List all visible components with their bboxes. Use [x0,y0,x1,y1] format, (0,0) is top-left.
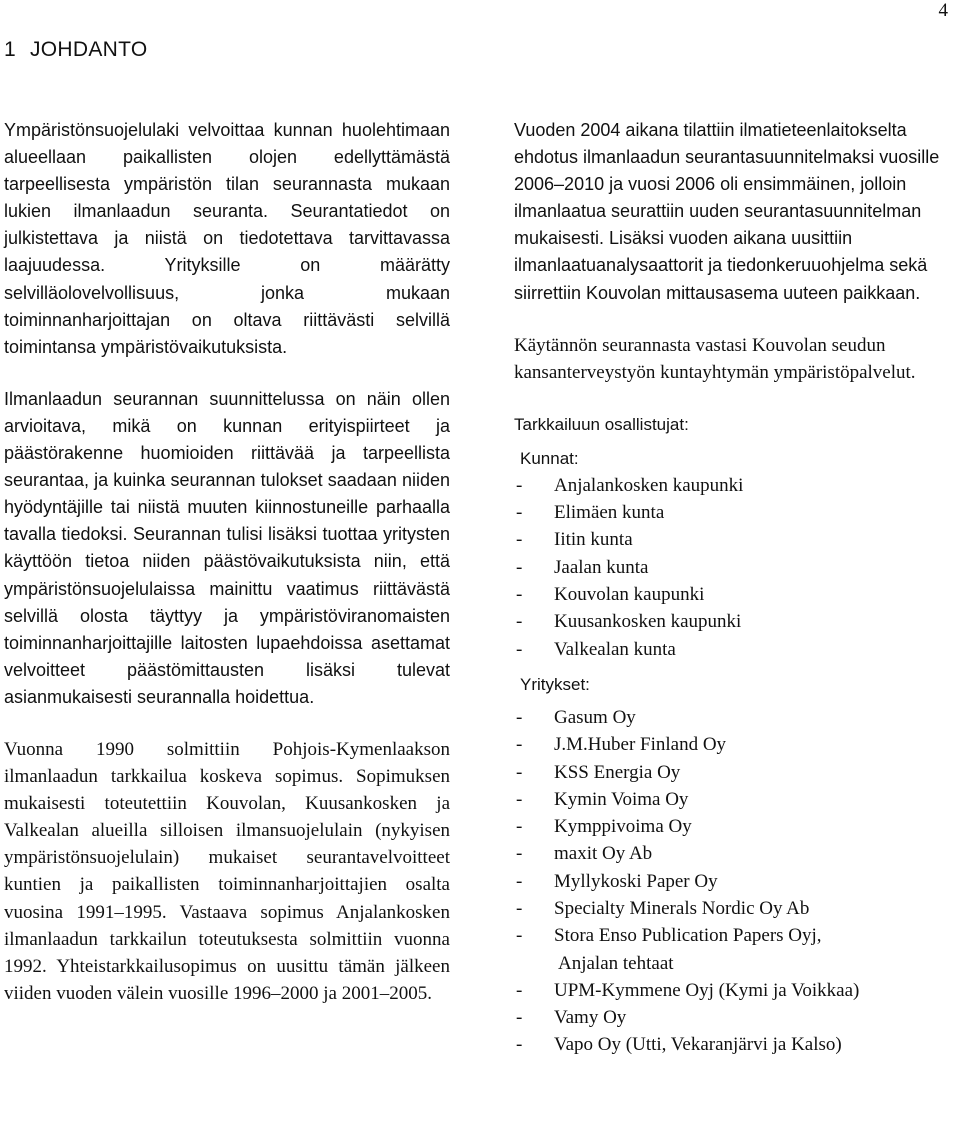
list-item: - Vamy Oy [514,1004,960,1031]
list-item: - KSS Energia Oy [514,759,960,786]
list-item: - Vapo Oy (Utti, Vekaranjärvi ja Kalso) [514,1031,960,1058]
list-item: - Gasum Oy [514,704,960,731]
list-item: - Anjalankosken kaupunki [514,472,960,499]
list-item-continuation: Anjalan tehtaat [558,952,674,974]
paragraph-environmental-law: Ympäristönsuojelulaki velvoittaa kunnan huolehtimaan alueellaan paikallisten olojen edellyttämästä tarpeellisesta ympäristön tilan seurannasta mukaan lukien ilmanlaadun seuranta. Seurantatiedot on julkistettava ja niistä on tiedotettava tarvittavassa laajuudessa. Yrityksille on määrätty selvilläolovelvollisuus, jonka mukaan toiminnanharjoittajan on oltava riittävästi selvillä toimintansa ympäristövaikutuksista. [4,120,450,357]
list-item: - maxit Oy Ab [514,840,960,867]
section-number: 1 [4,38,16,61]
paragraph-agreement-history: Vuonna 1990 solmittiin Pohjois-Kymenlaakson ilmanlaadun tarkkailua koskeva sopimus. Sopimuksen mukaisesti toteutettiin Kouvolan, Kuusankosken ja Valkealan alueilla silloisen ilmansuojelulain (nykyisen ympäristönsuojelulain) mukaiset seurantavelvoitteet kuntien ja paikallisten toiminnanharjoittajien osalta vuosina 1991–1995. Vastaava sopimus Anjalankosken ilmanlaadun tarkkailun toteutuksesta solmittiin vuonna 1992. Yhteistarkkailusopimus on uusittu tämän jälkeen viiden vuoden välein vuosille 1996–2000 ja 2001–2005. [4,738,450,1004]
paragraph-monitoring-planning: Ilmanlaadun seurannan suunnittelussa on näin ollen arvioitava, mikä on kunnan erityispiirteet ja päästörakenne huomioiden riittävää ja tarpeellista seurantaa, ja kuinka seurannan tulokset saadaan niiden hyödyntäjille tai niistä muuten kiinnostuneille parhaalla tavalla tiedoksi. Seurannan tulisi lisäksi tuottaa yritysten käyttöön tietoa niiden päästövaikutuksista niin, että ympäristönsuojelulaissa mainittu vaatimus riittävästä selvillä olosta täyttyy ja ympäristöviranomaisten toiminnanharjoittajille laitosten lupaehdoissa asettamat velvoitteet päästömittausten lisäksi tulevat asianmukaisesti seurannalla hoidettua. [4,388,450,707]
list-item: - Iitin kunta [514,526,960,553]
list-item: - Jaalan kunta [514,554,960,581]
list-item: - Stora Enso Publication Papers Oyj, [514,922,960,949]
list-item: - Kymin Voima Oy [514,786,960,813]
municipalities-heading: Kunnat: [520,448,579,468]
list-item: - Myllykoski Paper Oy [514,868,960,895]
left-column [4,117,450,1007]
list-item: - Valkealan kunta [514,636,960,663]
list-item: - Kuusankosken kaupunki [514,608,960,635]
list-item: - Elimäen kunta [514,499,960,526]
companies-list [514,704,960,1059]
paragraph-2004-proposal: Vuoden 2004 aikana tilattiin ilmatieteenlaitokselta ehdotus ilmanlaadun seurantasuunnitelmaksi vuosille 2006–2010 ja vuosi 2006 oli ensimmäinen, jolloin ilmanlaatua seurattiin uuden seurantasuunnitelman mukaisesti. Lisäksi vuoden aikana uusittiin ilmanlaatuanalysaattorit ja tiedonkeruuohjelma sekä siirrettiin Kouvolan mittausasema uuteen paikkaan. [514,120,940,303]
municipalities-list [514,472,960,663]
right-column [514,117,960,1059]
list-item: - Kymppivoima Oy [514,813,960,840]
list-item: - Specialty Minerals Nordic Oy Ab [514,895,960,922]
participants-heading: Tarkkailuun osallistujat: [514,414,689,434]
page-number: 4 [938,0,948,21]
section-heading [4,36,148,64]
list-item: - J.M.Huber Finland Oy [514,731,960,758]
list-item: - Kouvolan kaupunki [514,581,960,608]
list-item: - UPM-Kymmene Oyj (Kymi ja Voikkaa) [514,977,960,1004]
companies-heading: Yritykset: [520,674,590,694]
section-title: JOHDANTO [29,38,148,61]
paragraph-responsible-party: Käytännön seurannasta vastasi Kouvolan seudun kansanterveystyön kuntayhtymän ympäristöpalvelut. [514,334,916,383]
